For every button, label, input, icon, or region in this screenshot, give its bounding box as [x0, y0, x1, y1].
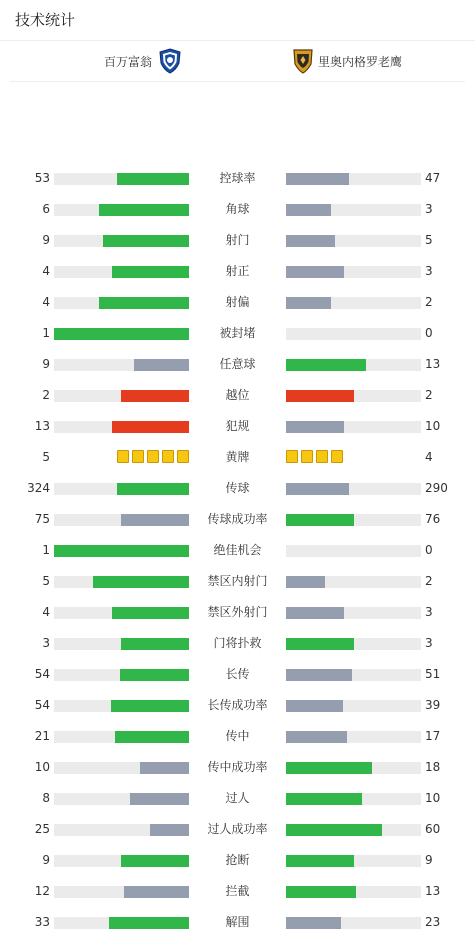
away-team-name: 里奥内格罗老鹰: [318, 54, 403, 69]
home-bar-fill: [121, 638, 189, 650]
away-bar-fill: [286, 297, 331, 309]
yellow-card-icon: [132, 450, 144, 463]
home-value: 1: [42, 543, 50, 557]
stat-row: [0, 814, 475, 845]
stat-label: 过人成功率: [207, 822, 268, 836]
home-bar-fill: [150, 824, 189, 836]
away-value: 0: [425, 326, 433, 340]
home-bar-fill: [54, 328, 189, 340]
home-value: 9: [42, 853, 50, 867]
home-bar-fill: [121, 390, 189, 402]
away-value: 47: [425, 171, 441, 185]
away-bar-fill: [286, 576, 325, 588]
away-bar-track: [286, 607, 421, 619]
home-bar-fill: [112, 421, 189, 433]
home-bar-fill: [93, 576, 189, 588]
away-value: 3: [425, 264, 433, 278]
stat-label: 被封堵: [219, 326, 256, 340]
stat-row: [0, 535, 475, 566]
home-bar-fill: [134, 359, 189, 371]
home-bar-fill: [124, 886, 189, 898]
home-bar-fill: [120, 669, 189, 681]
away-value: 5: [425, 233, 433, 247]
yellow-card-icon: [162, 450, 174, 463]
home-bar-fill: [112, 607, 189, 619]
home-bar-fill: [103, 235, 189, 247]
away-bar-fill: [286, 204, 331, 216]
home-value: 54: [34, 698, 50, 712]
home-bar-fill: [121, 514, 189, 526]
home-value: 54: [34, 667, 50, 681]
stat-row: [0, 566, 475, 597]
home-bar-track: [54, 359, 189, 371]
stat-row: [0, 783, 475, 814]
away-bar-track: [286, 514, 421, 526]
away-team-crest-icon: [292, 48, 314, 74]
stat-label: 射正: [225, 264, 250, 278]
away-bar-fill: [286, 514, 354, 526]
home-bar-track: [54, 917, 189, 929]
home-value: 33: [34, 915, 50, 929]
home-value: 9: [42, 233, 50, 247]
stat-label: 禁区外射门: [207, 605, 268, 619]
home-bar-fill: [99, 297, 189, 309]
away-bar-track: [286, 359, 421, 371]
home-value: 1: [42, 326, 50, 340]
away-bar-fill: [286, 173, 349, 185]
stat-row: [0, 721, 475, 752]
home-value: 10: [34, 760, 50, 774]
home-bar-track: [54, 700, 189, 712]
home-value: 9: [42, 357, 50, 371]
stat-label: 越位: [225, 388, 250, 402]
home-value: 8: [42, 791, 50, 805]
section-title: 技术统计: [15, 11, 76, 29]
stat-label: 传球成功率: [207, 512, 268, 526]
home-bar-track: [54, 390, 189, 402]
away-value: 10: [425, 419, 441, 433]
away-value: 9: [425, 853, 433, 867]
home-value: 324: [27, 481, 50, 495]
stat-label: 长传: [225, 667, 250, 681]
home-bar-fill: [112, 266, 189, 278]
home-bar-track: [54, 886, 189, 898]
away-yellow-cards: [286, 450, 343, 464]
away-team[interactable]: [292, 41, 402, 81]
yellow-card-icon: [147, 450, 159, 463]
home-bar-fill: [140, 762, 189, 774]
away-bar-track: [286, 762, 421, 774]
away-bar-fill: [286, 669, 352, 681]
home-bar-track: [54, 421, 189, 433]
stat-row: [0, 442, 475, 473]
away-bar-track: [286, 700, 421, 712]
yellow-card-icon: [177, 450, 189, 463]
away-bar-fill: [286, 235, 335, 247]
away-bar-track: [286, 638, 421, 650]
away-value: 3: [425, 636, 433, 650]
home-bar-track: [54, 638, 189, 650]
home-team-crest-icon: [158, 48, 182, 74]
away-value: 2: [425, 295, 433, 309]
away-bar-fill: [286, 638, 354, 650]
home-value: 25: [34, 822, 50, 836]
home-bar-fill: [111, 700, 189, 712]
away-bar-track: [286, 824, 421, 836]
away-value: 290: [425, 481, 448, 495]
stat-label: 过人: [225, 791, 250, 805]
away-bar-track: [286, 266, 421, 278]
away-value: 2: [425, 574, 433, 588]
stat-row: [0, 318, 475, 349]
stat-row: [0, 287, 475, 318]
stat-row: [0, 907, 475, 938]
home-bar-track: [54, 235, 189, 247]
away-bar-track: [286, 421, 421, 433]
away-bar-track: [286, 576, 421, 588]
home-bar-track: [54, 824, 189, 836]
home-value: 3: [42, 636, 50, 650]
away-bar-track: [286, 731, 421, 743]
away-bar-fill: [286, 700, 343, 712]
stat-row: [0, 690, 475, 721]
stat-label: 射偏: [225, 295, 250, 309]
home-bar-track: [54, 669, 189, 681]
home-team[interactable]: [104, 41, 182, 81]
stat-row: [0, 504, 475, 535]
home-bar-track: [54, 173, 189, 185]
yellow-card-icon: [331, 450, 343, 463]
home-value: 53: [34, 171, 50, 185]
home-value: 5: [42, 450, 50, 464]
stat-row: [0, 659, 475, 690]
home-bar-track: [54, 514, 189, 526]
away-bar-fill: [286, 731, 347, 743]
stat-row: [0, 194, 475, 225]
home-bar-track: [54, 576, 189, 588]
home-value: 13: [34, 419, 50, 433]
away-bar-track: [286, 917, 421, 929]
home-bar-fill: [99, 204, 189, 216]
away-value: 76: [425, 512, 441, 526]
stat-row: [0, 628, 475, 659]
away-value: 23: [425, 915, 441, 929]
away-bar-fill: [286, 266, 344, 278]
stat-row: [0, 380, 475, 411]
stat-label: 绝佳机会: [213, 543, 262, 557]
away-bar-track: [286, 886, 421, 898]
stat-label: 门将扑救: [213, 636, 262, 650]
stat-row: [0, 473, 475, 504]
stat-row: [0, 163, 475, 194]
stat-label: 禁区内射门: [207, 574, 268, 588]
away-bar-track: [286, 204, 421, 216]
yellow-card-icon: [316, 450, 328, 463]
away-bar-fill: [286, 824, 382, 836]
away-value: 18: [425, 760, 441, 774]
away-bar-track: [286, 297, 421, 309]
away-value: 3: [425, 605, 433, 619]
home-bar-fill: [54, 545, 189, 557]
home-value: 12: [34, 884, 50, 898]
home-value: 21: [34, 729, 50, 743]
away-bar-fill: [286, 483, 349, 495]
away-bar-track: [286, 793, 421, 805]
home-bar-track: [54, 762, 189, 774]
stat-label: 传中成功率: [207, 760, 268, 774]
away-bar-fill: [286, 793, 362, 805]
teams-bar: [10, 41, 465, 82]
stat-row: [0, 597, 475, 628]
away-bar-track: [286, 390, 421, 402]
away-bar-track: [286, 328, 421, 340]
stat-label: 传中: [225, 729, 250, 743]
home-bar-fill: [115, 731, 189, 743]
stat-row: [0, 411, 475, 442]
away-bar-fill: [286, 762, 372, 774]
home-bar-track: [54, 731, 189, 743]
stat-label: 解围: [225, 915, 250, 929]
away-bar-fill: [286, 421, 344, 433]
away-bar-fill: [286, 359, 366, 371]
home-bar-fill: [130, 793, 189, 805]
away-bar-fill: [286, 886, 356, 898]
home-value: 6: [42, 202, 50, 216]
away-bar-fill: [286, 607, 344, 619]
away-value: 2: [425, 388, 433, 402]
stat-label: 控球率: [219, 171, 256, 185]
home-value: 4: [42, 295, 50, 309]
home-bar-track: [54, 328, 189, 340]
away-value: 60: [425, 822, 441, 836]
home-value: 2: [42, 388, 50, 402]
away-value: 13: [425, 357, 441, 371]
stat-label: 射门: [225, 233, 250, 247]
home-bar-track: [54, 793, 189, 805]
stat-row: [0, 845, 475, 876]
away-value: 3: [425, 202, 433, 216]
away-bar-track: [286, 669, 421, 681]
yellow-card-icon: [301, 450, 313, 463]
home-bar-track: [54, 607, 189, 619]
away-value: 39: [425, 698, 441, 712]
home-value: 5: [42, 574, 50, 588]
away-bar-track: [286, 545, 421, 557]
home-value: 4: [42, 264, 50, 278]
away-bar-track: [286, 235, 421, 247]
stat-row: [0, 876, 475, 907]
away-value: 51: [425, 667, 441, 681]
away-bar-fill: [286, 390, 354, 402]
away-value: 10: [425, 791, 441, 805]
home-bar-track: [54, 204, 189, 216]
stat-label: 拦截: [225, 884, 250, 898]
away-value: 0: [425, 543, 433, 557]
home-bar-fill: [117, 173, 189, 185]
stat-label: 传球: [225, 481, 250, 495]
away-value: 13: [425, 884, 441, 898]
home-bar-fill: [117, 483, 189, 495]
home-value: 75: [34, 512, 50, 526]
stat-row: [0, 256, 475, 287]
home-bar-track: [54, 545, 189, 557]
home-team-name: 百万富翁: [103, 54, 152, 69]
stat-row: [0, 349, 475, 380]
away-bar-track: [286, 483, 421, 495]
away-value: 17: [425, 729, 441, 743]
away-value: 4: [425, 450, 433, 464]
home-value: 4: [42, 605, 50, 619]
stat-label: 长传成功率: [207, 698, 268, 712]
home-bar-track: [54, 483, 189, 495]
stat-label: 任意球: [219, 357, 256, 371]
section-header: [0, 0, 475, 41]
away-bar-fill: [286, 917, 341, 929]
home-bar-track: [54, 266, 189, 278]
stat-label: 抢断: [225, 853, 250, 867]
home-bar-fill: [109, 917, 189, 929]
stat-label: 犯规: [225, 419, 250, 433]
stat-row: [0, 225, 475, 256]
yellow-card-icon: [117, 450, 129, 463]
home-bar-track: [54, 297, 189, 309]
home-yellow-cards: [117, 450, 189, 464]
stat-label: 角球: [225, 202, 250, 216]
stat-label: 黄牌: [225, 450, 250, 464]
yellow-card-icon: [286, 450, 298, 463]
stat-row: [0, 752, 475, 783]
away-bar-track: [286, 173, 421, 185]
